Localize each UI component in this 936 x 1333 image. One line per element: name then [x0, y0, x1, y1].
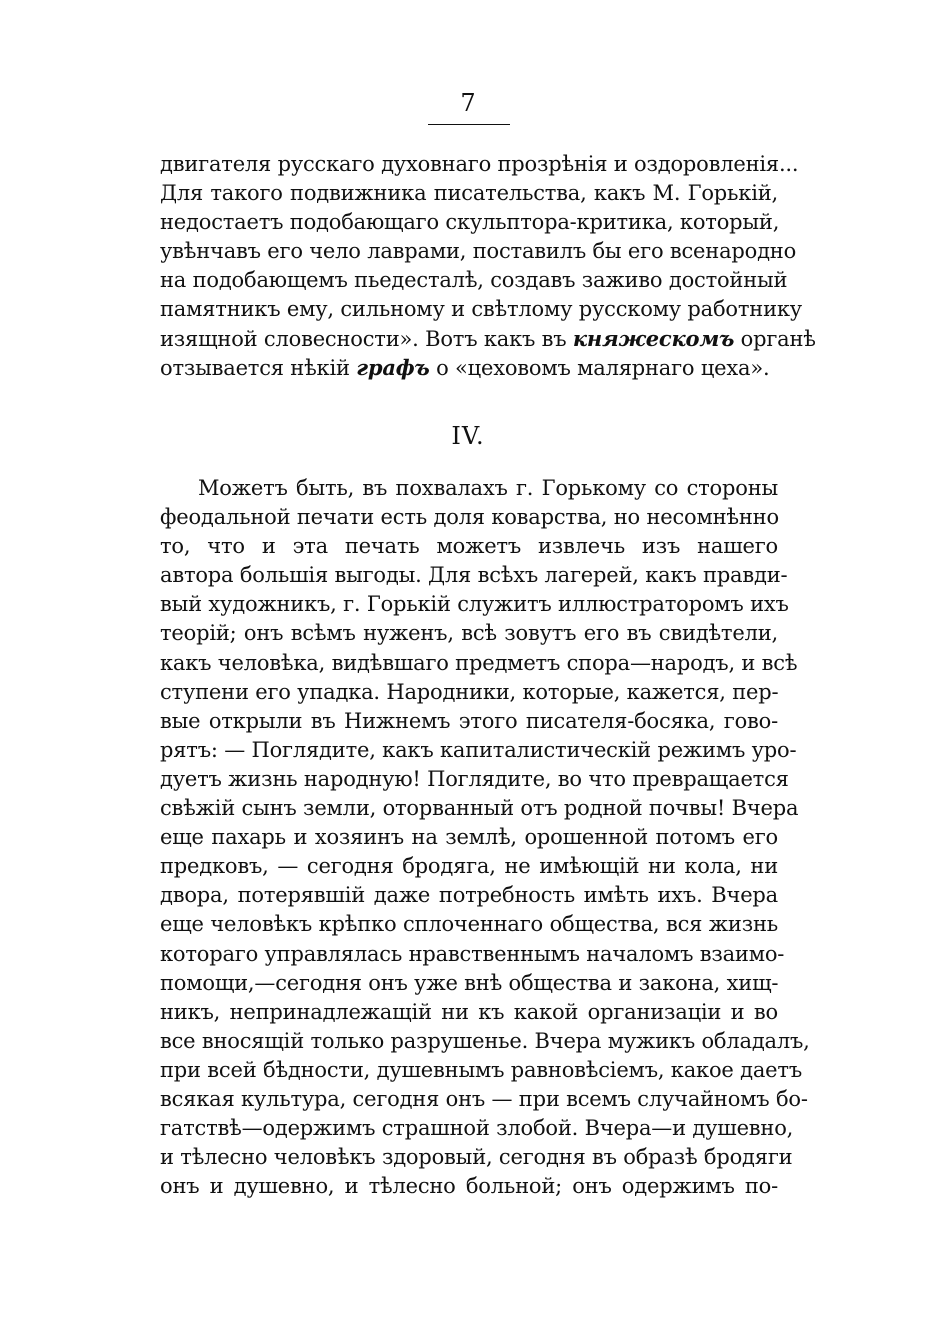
- text-line: дуетъ жизнь народную! Поглядите, во что превращается: [160, 766, 789, 791]
- section-heading: IV.: [451, 422, 485, 450]
- text-segment: изящной словесности». Вотъ какъ въ: [160, 327, 567, 351]
- text-line: онъ и душевно, и тѣлесно больной; онъ одержимъ по-: [160, 1174, 778, 1199]
- text-line: какъ человѣка, видѣвшаго предметъ спора—народъ, и всѣ: [160, 650, 798, 675]
- text-line: памятникъ ему, сильному и свѣтлому русскому работнику: [160, 297, 802, 321]
- text-line: ступени его упадка. Народники, которые, кажется, пер-: [160, 679, 779, 704]
- text-line: недостаетъ подобающаго скульптора-критика, который,: [160, 210, 780, 234]
- text-line: предковъ, — сегодня бродяга, не имѣющій ни кола, ни: [160, 854, 778, 879]
- text-line: рятъ: — Поглядите, какъ капиталистическій режимъ уро-: [160, 737, 797, 762]
- text-line: двора, потерявшій даже потребность имѣть ихъ. Вчера: [160, 883, 778, 908]
- text-line: свѣжій сынъ земли, оторванный отъ родной почвы! Вчера: [160, 796, 799, 821]
- text-line: Можетъ быть, въ похвалахъ г. Горькому со стороны: [198, 476, 778, 500]
- text-line-with-emphasis: [160, 324, 816, 353]
- text-line: гатствѣ—одержимъ страшной злобой. Вчера—и душевно,: [160, 1116, 794, 1141]
- text-line: теорій; онъ всѣмъ нуженъ, всѣ зовутъ его въ свидѣтели,: [160, 621, 778, 646]
- emphasis-word: княжескомъ: [572, 326, 735, 351]
- text-line: никъ, непринадлежащій ни къ какой организаціи и во: [160, 999, 778, 1024]
- text-segment: органѣ: [740, 327, 816, 351]
- text-line: еще человѣкъ крѣпко сплоченнаго общества, вся жизнь: [160, 912, 778, 937]
- text-line-with-emphasis: [160, 353, 778, 382]
- text-line: при всей бѣдности, душевнымъ равновѣсіемъ, какое даетъ: [160, 1057, 802, 1082]
- text-line: помощи,—сегодня онъ уже внѣ общества и закона, хищ-: [160, 970, 779, 995]
- text-line: феодальной печати есть доля коварства, но несомнѣнно: [160, 505, 779, 530]
- text-line: Для такого подвижника писательства, какъ М. Горькій,: [160, 181, 778, 205]
- paragraph-continuation: [160, 150, 816, 382]
- text-line: еще пахарь и хозяинъ на землѣ, орошенной потомъ его: [160, 825, 778, 850]
- text-line: на подобающемъ пьедесталѣ, создавъ заживо достойный: [160, 268, 788, 292]
- page-number: 7: [460, 89, 476, 117]
- text-line: двигателя русскаго духовнаго прозрѣнія и оздоровленія...: [160, 152, 799, 176]
- page-number-rule: [428, 124, 510, 125]
- text-line: вые открыли въ Нижнемъ этого писателя-босяка, гово-: [160, 708, 778, 733]
- text-line: все вносящій только разрушенье. Вчера мужикъ обладалъ,: [160, 1028, 810, 1053]
- text-line: автора большія выгоды. Для всѣхъ лагерей, какъ правди-: [160, 563, 788, 588]
- text-segment: отзывается нѣкій: [160, 356, 350, 380]
- text-line: котораго управлялась нравственнымъ началомъ взаимо-: [160, 941, 785, 966]
- text-line: увѣнчавъ его чело лаврами, поставилъ бы его всенародно: [160, 239, 797, 263]
- text-line: то, что и эта печать можетъ извлечь изъ нашего: [160, 534, 778, 559]
- emphasis-word: графъ: [356, 355, 430, 380]
- section-paragraph: [160, 474, 810, 1201]
- text-segment: о «цеховомъ малярнаго цеха».: [436, 356, 770, 380]
- text-line: и тѣлесно человѣкъ здоровый, сегодня въ образѣ бродяги: [160, 1145, 793, 1170]
- text-line: вый художникъ, г. Горькій служитъ иллюстраторомъ ихъ: [160, 592, 789, 617]
- text-line: всякая культура, сегодня онъ — при всемъ случайномъ бо-: [160, 1086, 808, 1111]
